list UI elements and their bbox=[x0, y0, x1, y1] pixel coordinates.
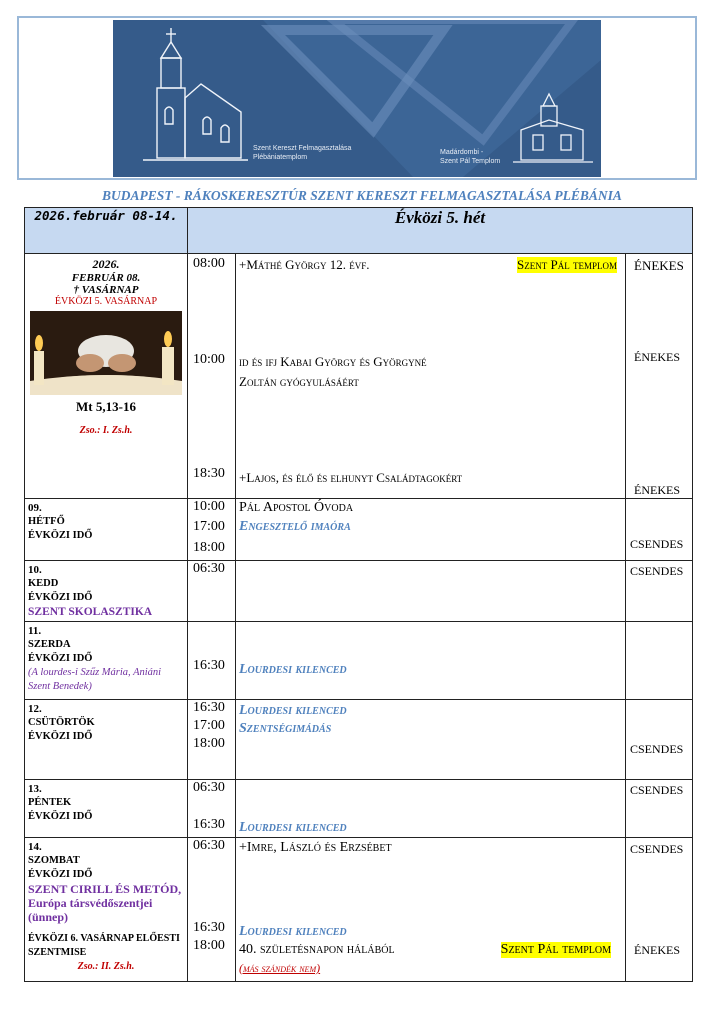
day-name: CSÜTÖRTÖK bbox=[28, 717, 95, 728]
location-badge: Szent Pál templom bbox=[517, 257, 617, 272]
sunday-date: FEBRUÁR 08. bbox=[71, 272, 141, 284]
tuesday-tags bbox=[626, 561, 693, 622]
day-name: PÉNTEK bbox=[28, 797, 72, 808]
monday-times bbox=[188, 499, 236, 561]
table-header-row bbox=[25, 208, 693, 254]
music-tag: ÉNEKES bbox=[634, 943, 680, 957]
wednesday-day-cell bbox=[25, 622, 188, 700]
friday-tags bbox=[626, 780, 693, 838]
season-label: ÉVKÖZI IDŐ bbox=[28, 530, 93, 541]
time-label: 10:00 bbox=[193, 499, 225, 514]
mass-intention: +Imre, László és Erzsébet bbox=[239, 840, 392, 855]
music-tag: ÉNEKES bbox=[634, 350, 680, 364]
time-label: 16:30 bbox=[193, 920, 225, 935]
saturday-intentions bbox=[236, 838, 626, 982]
day-number: 14. bbox=[28, 841, 42, 853]
tuesday-day-cell bbox=[25, 561, 188, 622]
day-number: 12. bbox=[28, 703, 42, 715]
day-row-saturday bbox=[25, 838, 693, 982]
vigil-label: ÉVKÖZI 6. VASÁRNAP ELŐESTI SZENTMISE bbox=[28, 933, 180, 958]
intention-note: (más szándék nem) bbox=[239, 961, 321, 975]
season-label: ÉVKÖZI IDŐ bbox=[28, 592, 93, 603]
music-tag: CSENDES bbox=[630, 564, 684, 578]
day-name: KEDD bbox=[28, 578, 59, 589]
day-name: HÉTFŐ bbox=[28, 516, 65, 527]
time-label: 18:30 bbox=[193, 466, 225, 481]
day-row-friday bbox=[25, 780, 693, 838]
banner-caption-right: Madárdombi - Szent Pál Templom bbox=[440, 149, 501, 165]
thursday-times bbox=[188, 700, 236, 780]
thursday-day-cell bbox=[25, 700, 188, 780]
feast-label: SZENT CIRILL ÉS METÓD, Európa társvédőszentjei (ünnep) bbox=[28, 882, 182, 924]
day-row-monday bbox=[25, 499, 693, 561]
candles-bible-image bbox=[30, 311, 182, 395]
time-label: 06:30 bbox=[193, 561, 225, 576]
friday-day-cell bbox=[25, 780, 188, 838]
mass-intention: Zoltán gyógyulásáért bbox=[239, 374, 359, 389]
mass-intention: 40. születésnapon hálából bbox=[239, 942, 395, 957]
sunday-tags bbox=[626, 254, 693, 499]
monday-day-cell bbox=[25, 499, 188, 561]
psalter-label: Zso.: II. Zs.h. bbox=[77, 961, 135, 972]
saturday-tags bbox=[626, 838, 693, 982]
saturday-times bbox=[188, 838, 236, 982]
sunday-year: 2026. bbox=[92, 257, 120, 271]
day-number: 09. bbox=[28, 502, 42, 514]
time-label: 17:00 bbox=[193, 718, 225, 733]
weekly-schedule-table bbox=[24, 207, 693, 982]
time-label: 06:30 bbox=[193, 780, 225, 795]
location-badge: Szent Pál templom bbox=[500, 942, 611, 957]
time-label: 17:00 bbox=[193, 519, 225, 534]
time-label: 18:00 bbox=[193, 736, 225, 751]
season-label: ÉVKÖZI IDŐ bbox=[28, 731, 93, 742]
sunday-intentions bbox=[236, 254, 626, 499]
wednesday-times bbox=[188, 622, 236, 700]
time-label: 06:30 bbox=[193, 838, 225, 853]
wednesday-tags bbox=[626, 622, 693, 700]
day-name: SZOMBAT bbox=[28, 855, 80, 866]
music-tag: ÉNEKES bbox=[634, 258, 684, 273]
season-label: ÉVKÖZI IDŐ bbox=[28, 811, 93, 822]
sunday-times bbox=[188, 254, 236, 499]
novena-event: Lourdesi kilenced bbox=[239, 662, 347, 677]
novena-event: Lourdesi kilenced bbox=[239, 820, 347, 835]
day-number: 13. bbox=[28, 783, 42, 795]
feast-label: SZENT SKOLASZTIKA bbox=[28, 606, 153, 618]
monday-tags bbox=[626, 499, 693, 561]
time-label: 16:30 bbox=[193, 700, 225, 715]
tuesday-intentions bbox=[236, 561, 626, 622]
sunday-day-name: † VASÁRNAP bbox=[73, 284, 139, 296]
friday-times bbox=[188, 780, 236, 838]
novena-event: Lourdesi kilenced bbox=[239, 703, 347, 718]
day-row-sunday bbox=[25, 254, 693, 499]
time-label: 18:00 bbox=[193, 938, 225, 953]
time-label: 08:00 bbox=[193, 256, 225, 271]
sunday-feast: ÉVKÖZI 5. VASÁRNAP bbox=[54, 296, 158, 307]
time-label: 16:30 bbox=[193, 817, 225, 832]
thursday-tags bbox=[626, 700, 693, 780]
sunday-reading: Mt 5,13-16 bbox=[76, 399, 136, 414]
monday-intentions bbox=[236, 499, 626, 561]
mass-intention: +Lajos, és élő és elhunyt Családtagokért bbox=[239, 470, 463, 485]
adoration-event: Szentségimádás bbox=[239, 721, 332, 736]
feast-label: (A lourdes-i Szűz Mária, Aniáni Szent Benedek) bbox=[28, 667, 162, 692]
time-label: 18:00 bbox=[193, 540, 225, 555]
day-number: 10. bbox=[28, 564, 42, 576]
day-row-thursday bbox=[25, 700, 693, 780]
parish-banner bbox=[113, 20, 601, 177]
banner-graphic bbox=[113, 20, 601, 177]
time-label: 10:00 bbox=[193, 352, 225, 367]
prayer-event: Engesztelő imaóra bbox=[239, 519, 351, 534]
music-tag: ÉNEKES bbox=[634, 483, 680, 497]
time-label: 16:30 bbox=[193, 658, 225, 673]
day-row-tuesday bbox=[25, 561, 693, 622]
day-name: SZERDA bbox=[28, 639, 71, 650]
music-tag: CSENDES bbox=[630, 742, 684, 756]
parish-title: BUDAPEST - RÁKOSKERESZTÚR SZENT KERESZT FELMAGASZTALÁSA PLÉBÁNIA bbox=[102, 188, 622, 203]
mass-intention: Pál Apostol Óvoda bbox=[239, 500, 354, 515]
date-range: 2026.február 08-14. bbox=[25, 208, 188, 254]
season-label: ÉVKÖZI IDŐ bbox=[28, 653, 93, 664]
music-tag: CSENDES bbox=[630, 537, 684, 551]
sunday-day-cell bbox=[25, 254, 188, 499]
novena-event: Lourdesi kilenced bbox=[239, 924, 347, 939]
week-title: Évközi 5. hét bbox=[188, 208, 693, 254]
music-tag: CSENDES bbox=[630, 842, 684, 856]
mass-intention: +Máthé György 12. évf. bbox=[239, 257, 370, 272]
music-tag: CSENDES bbox=[630, 783, 684, 797]
day-number: 11. bbox=[28, 625, 42, 637]
saturday-day-cell bbox=[25, 838, 188, 982]
church-left-icon bbox=[143, 28, 248, 160]
tuesday-times bbox=[188, 561, 236, 622]
banner-caption-left: Szent Kereszt Felmagasztalása Plébániatemplom bbox=[253, 145, 352, 161]
thursday-intentions bbox=[236, 700, 626, 780]
friday-intentions bbox=[236, 780, 626, 838]
wednesday-intentions bbox=[236, 622, 626, 700]
sunday-psalter: Zso.: I. Zs.h. bbox=[79, 425, 133, 436]
season-label: ÉVKÖZI IDŐ bbox=[28, 869, 93, 880]
mass-intention: id és ifj Kabai György és Györgyné bbox=[239, 354, 427, 369]
day-row-wednesday bbox=[25, 622, 693, 700]
